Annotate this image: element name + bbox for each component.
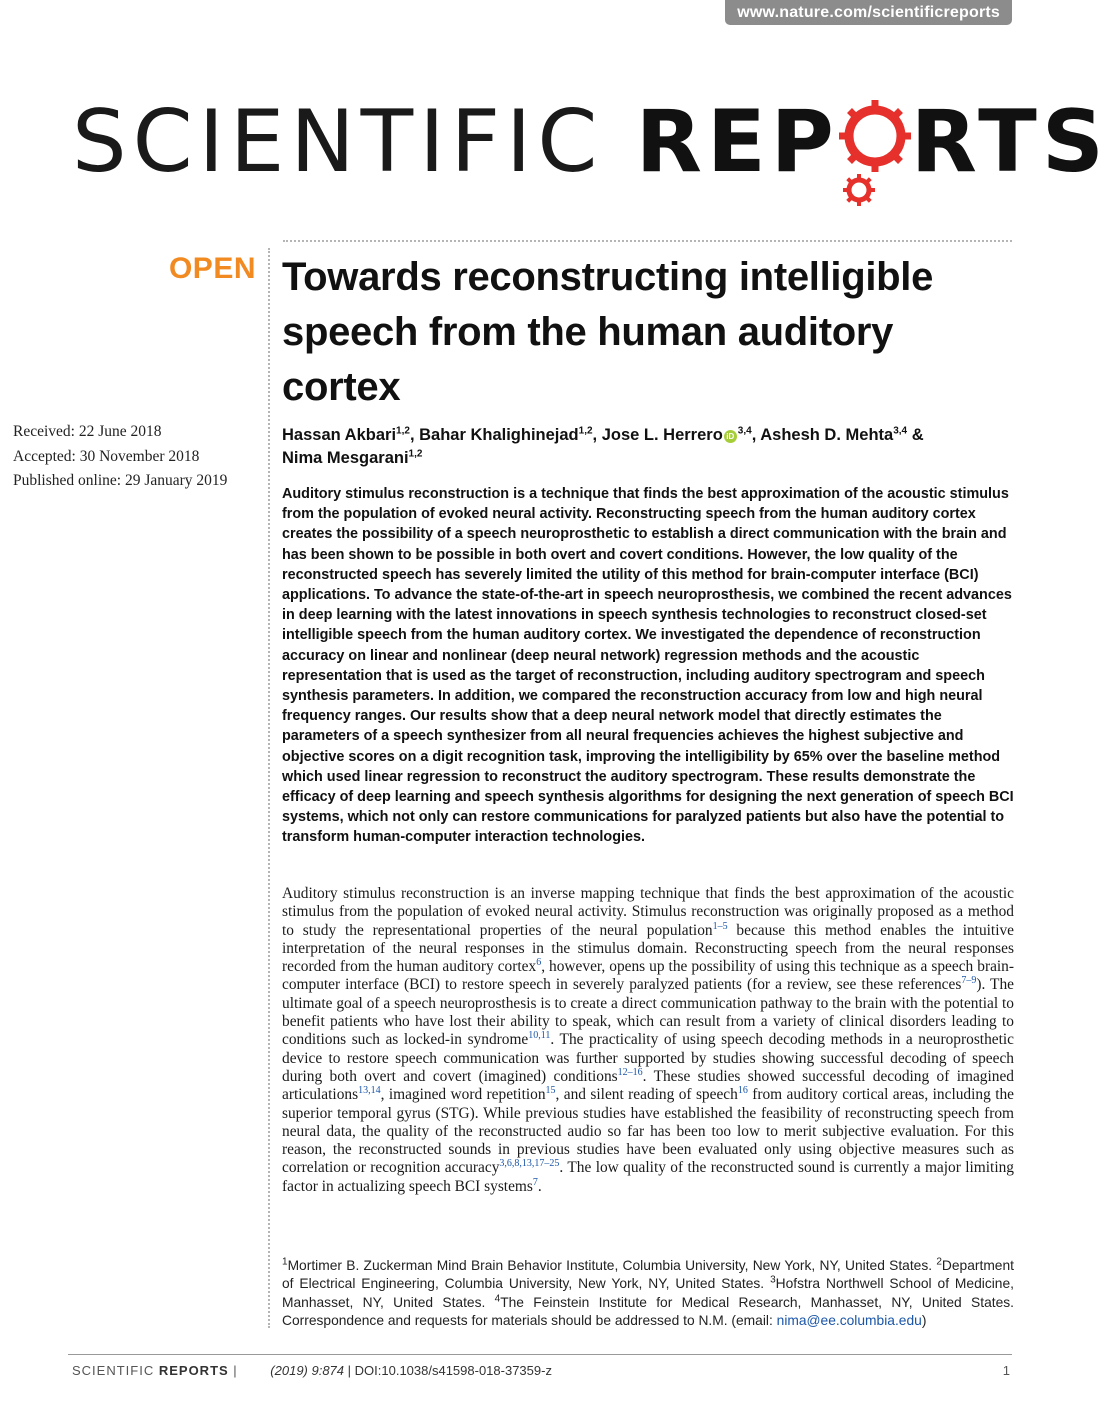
received-date: Received: 22 June 2018 bbox=[13, 423, 162, 440]
journal-url-badge[interactable]: www.nature.com/scientificreports bbox=[725, 0, 1012, 25]
reference-link[interactable]: 12–16 bbox=[617, 1066, 643, 1078]
affiliations: $^1$Mortimer B. Zuckerman Mind Brain Behavior Institute, Columbia University, New York, NY, United States. $^2$Department of Electrical Engineering, Columbia University, New York, NY, United States. $^3$Hofstra Northwell School of Medicine, Manhasset, NY, United States. $^4$The Feinstein Institute for Medical Research, Manhasset, NY, United States. Correspondence and requests for materials should be addressed to N.M. (email: nima@ee.columbia.edu) bbox=[282, 1256, 1014, 1329]
reference-link[interactable]: 3,6,8,13,17–25 bbox=[499, 1158, 560, 1170]
affiliation-number: 4 bbox=[494, 1293, 501, 1305]
accepted-date: Accepted: 30 November 2018 bbox=[13, 447, 200, 465]
author-affiliation-marker: 3,4 bbox=[893, 425, 908, 437]
masthead-rts: RTS bbox=[910, 92, 1109, 192]
reference-link[interactable]: 16 bbox=[737, 1085, 748, 1097]
author-name: Nima Mesgarani bbox=[282, 449, 409, 467]
open-access-label: OPEN bbox=[168, 252, 256, 285]
reference-link[interactable]: 7 bbox=[532, 1176, 538, 1188]
journal-masthead bbox=[72, 92, 1109, 222]
author-affiliation-marker: 1,2 bbox=[578, 425, 593, 437]
article-dates bbox=[13, 420, 263, 494]
author-affiliation-marker: 3,4 bbox=[737, 425, 752, 437]
reference-link[interactable]: 6 bbox=[536, 957, 542, 969]
footer-doi[interactable]: | DOI:10.1038/s41598-018-37359-z bbox=[347, 1363, 552, 1378]
article-title: Towards reconstructing intelligible speech from the human auditory cortex bbox=[282, 255, 934, 409]
masthead-scientific: SCIENTIFIC bbox=[72, 92, 604, 192]
reference-link[interactable]: 7–9 bbox=[961, 975, 977, 987]
reference-link[interactable]: 1–5 bbox=[712, 920, 728, 932]
abstract: Auditory stimulus reconstruction is a technique that finds the best approximation of the acoustic stimulus from the population of evoked neural activity. Reconstructing speech from the human auditory cortex creates the possibility of a speech neuroprosthetic to establish a direct communication with the brain and has been shown to be possible in both overt and covert conditions. However, the low quality of the reconstructed speech has severely limited the utility of this method for brain-computer interface (BCI) applications. To advance the state-of-the-art in speech neuroprosthesis, we combined the recent advances in deep learning with the latest innovations in speech synthesis technologies to reconstruct closed-set intelligible speech from the human auditory cortex. We investigated the dependence of reconstruction accuracy on linear and nonlinear (deep neural network) regression methods and the acoustic representation that is used as the target of reconstruction, including auditory spectrogram and speech synthesis parameters. In addition, we compared the reconstruction accuracy from low and high neural frequency ranges. Our results show that a deep neural network model that directly estimates the parameters of a speech synthesizer from all neural frequencies achieves the highest subjective and objective scores on a digit recognition task, improving the intelligibility by 65% over the baseline method which used linear regression to reconstruct the auditory spectrogram. These results demonstrate the efficacy of deep learning and speech synthesis algorithms for designing the next generation of speech BCI systems, which not only can restore communications for paralyzed patients but also have the potential to transform human-computer interaction technologies. bbox=[282, 486, 1014, 846]
affiliation-number: 2 bbox=[936, 1256, 942, 1268]
orcid-icon[interactable]: iD bbox=[724, 430, 737, 443]
affiliation-number: 1 bbox=[282, 1256, 288, 1268]
footer-divider bbox=[68, 1354, 1012, 1355]
author-name: Bahar Khalighinejad bbox=[419, 426, 579, 444]
correspondence-email-link[interactable]: nima@ee.columbia.edu bbox=[776, 1313, 922, 1329]
page-number: 1 bbox=[1002, 1363, 1010, 1378]
published-date: Published online: 29 January 2019 bbox=[13, 472, 228, 489]
author-name: Ashesh D. Mehta bbox=[760, 426, 894, 444]
footer-citation: (2019) 9:874 bbox=[270, 1363, 345, 1378]
gear-logo-icon bbox=[839, 92, 911, 192]
masthead-rep: REP bbox=[635, 92, 839, 192]
author-name: Hassan Akbari bbox=[282, 426, 397, 444]
reference-link[interactable]: 10,11 bbox=[528, 1030, 551, 1042]
column-divider bbox=[268, 248, 270, 1328]
author-name: Jose L. Herrero bbox=[601, 426, 723, 444]
author-affiliation-marker: 1,2 bbox=[396, 425, 410, 437]
footer-journal: SCIENTIFIC REPORTS | bbox=[72, 1363, 243, 1378]
reference-link[interactable]: 13,14 bbox=[358, 1085, 381, 1097]
affiliation-number: 3 bbox=[770, 1274, 776, 1286]
author-list: Hassan Akbari$^{1,2}$, Bahar Khalighinejad$^{1,2}$, Jose L. Herrero iD $^{3,4}$, Ashesh D. Mehta$^{3,4}$ & Nima Mesgarani$^{1,2}$ bbox=[282, 425, 924, 467]
reference-link[interactable]: 15 bbox=[545, 1085, 556, 1097]
introduction-paragraph: Auditory stimulus reconstruction is an inverse mapping technique that finds the best approximation of the acoustic stimulus from the population of evoked neural activity. Stimulus reconstruction was originally proposed as a method to study the representational properties of the neural population$^{1-5}$ because this method enables the intuitive interpretation of the neural responses in the stimulus domain. Reconstructing speech from the neural responses recorded from the human auditory cortex$^6$, however, opens up the possibility of using this technique as a speech brain-computer interface (BCI) to restore speech in severely paralyzed patients (for a review, see these references$^{7-9}$). The ultimate goal of a speech neuroprosthesis is to create a direct communication pathway to the brain with the potential to benefit patients who have lost their ability to speak, which can result from a variety of clinical disorders leading to conditions such as locked-in syndrome$^{10,11}$. The practicality of using speech decoding methods in a neuroprosthetic device to restore speech communication was further supported by studies showing successful decoding of speech during both overt and covert (imagined) conditions$^{12-16}$. These studies showed successful decoding of imagined articulations$^{13,14}$, imagined word repetition$^{15}$, and silent reading of speech$^{16}$ from auditory cortical areas, including the superior temporal gyrus (STG). While previous studies have established the feasibility of reconstructing speech from neural data, the quality of the reconstructed audio so far has been too low to merit subjective evaluation. For this reason, the reconstructed sounds in previous studies have been evaluated only using objective measures such as correlation or recognition accuracy$^{3,6,8,13,17-25}$. The low quality of the reconstructed sound is currently a major limiting factor in actualizing speech BCI systems$^7$. bbox=[282, 885, 1015, 1195]
author-affiliation-marker: 1,2 bbox=[408, 448, 423, 460]
header-divider bbox=[283, 240, 1012, 242]
page-footer bbox=[72, 1363, 1010, 1381]
